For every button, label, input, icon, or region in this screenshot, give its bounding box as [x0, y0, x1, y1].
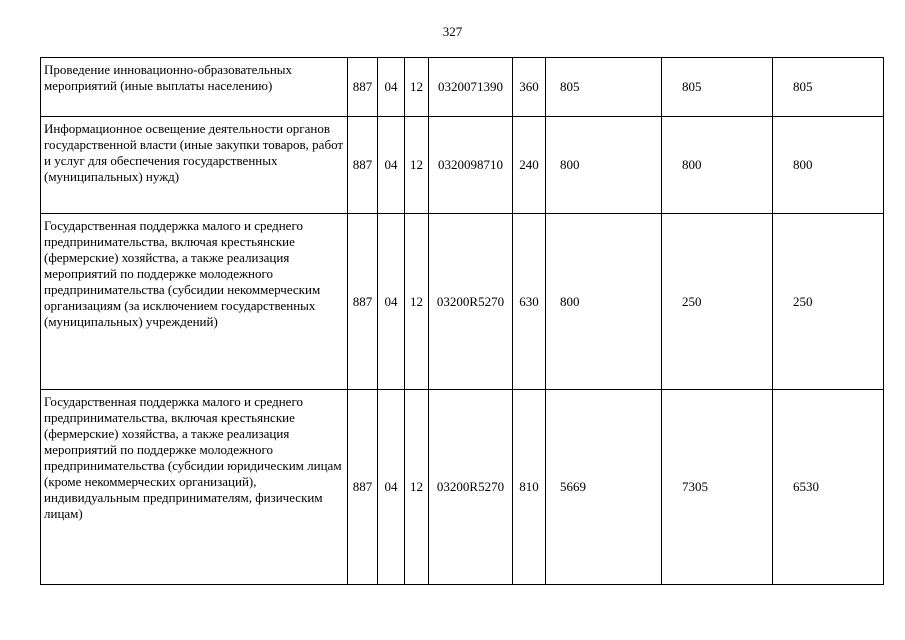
- table-row: [41, 214, 884, 390]
- row-description: Государственная поддержка малого и среднего предпринимательства, включая крестьянские (фермерские) хозяйства, а также реализация мероприятий по поддержке молодежного предпринимательства (субсидии юридическим лицам (кроме некоммерческих организаций), индивидуальным предпринимателям, физическим лицам): [41, 390, 348, 585]
- amount-year-3: 250: [773, 214, 884, 390]
- row-description: Государственная поддержка малого и среднего предпринимательства, включая крестьянские (фермерские) хозяйства, а также реализация мероприятий по поддержке молодежного предпринимательства (субсидии некоммерческим организациям (за исключением государственных (муниципальных) учреждений): [41, 214, 348, 390]
- page-number: 327: [442, 24, 463, 39]
- target-article-code: 03200R5270: [429, 214, 513, 390]
- subsection-code: 12: [405, 390, 429, 585]
- section-code: 04: [378, 214, 405, 390]
- amount-year-2: 7305: [662, 390, 773, 585]
- subsection-code: 12: [405, 214, 429, 390]
- amount-year-1: 800: [546, 214, 662, 390]
- amount-year-3: 805: [773, 58, 884, 117]
- table-row: [41, 117, 884, 214]
- amount-year-1: 5669: [546, 390, 662, 585]
- expense-type-code: 630: [513, 214, 546, 390]
- amount-year-2: 805: [662, 58, 773, 117]
- table-row: [41, 390, 884, 585]
- section-code: 04: [378, 58, 405, 117]
- expense-type-code: 240: [513, 117, 546, 214]
- amount-year-3: 800: [773, 117, 884, 214]
- amount-year-1: 800: [546, 117, 662, 214]
- expense-type-code: 360: [513, 58, 546, 117]
- section-code: 04: [378, 117, 405, 214]
- budget-table: [40, 57, 884, 585]
- subsection-code: 12: [405, 117, 429, 214]
- subsection-code: 12: [405, 58, 429, 117]
- target-article-code: 0320071390: [429, 58, 513, 117]
- expense-type-code: 810: [513, 390, 546, 585]
- ministry-code: 887: [348, 214, 378, 390]
- section-code: 04: [378, 390, 405, 585]
- row-description: Информационное освещение деятельности органов государственной власти (иные закупки товаров, работ и услуг для обеспечения государственных (муниципальных) нужд): [41, 117, 348, 214]
- ministry-code: 887: [348, 117, 378, 214]
- target-article-code: 0320098710: [429, 117, 513, 214]
- amount-year-1: 805: [546, 58, 662, 117]
- amount-year-2: 800: [662, 117, 773, 214]
- table-row: [41, 58, 884, 117]
- ministry-code: 887: [348, 58, 378, 117]
- ministry-code: 887: [348, 390, 378, 585]
- amount-year-3: 6530: [773, 390, 884, 585]
- amount-year-2: 250: [662, 214, 773, 390]
- row-description: Проведение инновационно-образовательных мероприятий (иные выплаты населению): [41, 58, 348, 117]
- target-article-code: 03200R5270: [429, 390, 513, 585]
